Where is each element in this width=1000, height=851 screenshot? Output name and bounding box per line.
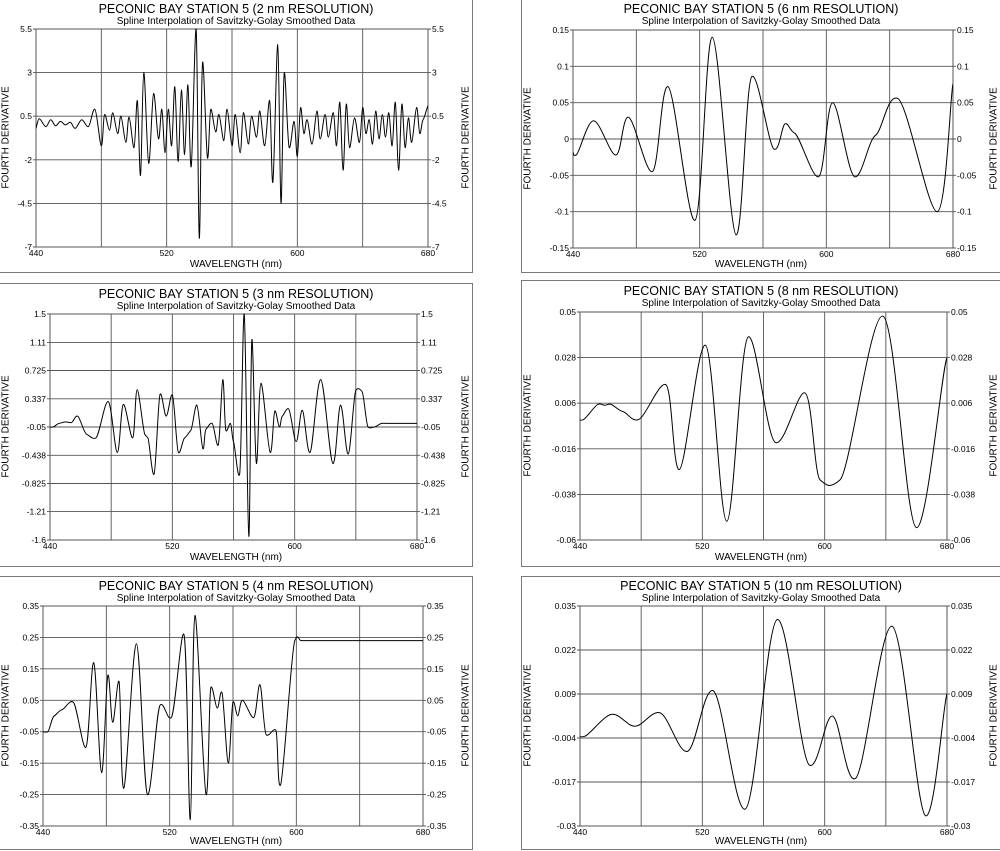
chart-subtitle: Spline Interpolation of Savitzky-Golay Smoothed Data — [641, 16, 881, 27]
y-tick-label-right: -4.5 — [432, 198, 447, 209]
y-axis-label-left: FOURTH DERIVATIVE — [522, 664, 534, 767]
y-tick-label-right: -0.05 — [957, 170, 977, 181]
x-tick-label: 440 — [35, 827, 51, 837]
y-tick-label-left: -0.05 — [26, 422, 46, 432]
chart-panel-10nm — [521, 576, 1000, 850]
y-tick-label-right: -0.017 — [951, 777, 976, 787]
y-tick-label-right: 0 — [957, 134, 962, 144]
x-tick-label: 680 — [409, 541, 425, 551]
y-axis-label-left: FOURTH DERIVATIVE — [522, 87, 534, 190]
x-tick-label: 440 — [572, 827, 588, 837]
y-tick-label-left: 0.725 — [24, 365, 46, 376]
plot-area — [522, 577, 1000, 851]
chart-title: PECONIC BAY STATION 5 (2 nm RESOLUTION) — [98, 2, 374, 16]
chart-subtitle: Spline Interpolation of Savitzky-Golay Smoothed Data — [116, 301, 356, 312]
y-tick-label-left: -7 — [24, 242, 32, 252]
x-tick-label: 600 — [819, 249, 834, 259]
x-tick-label: 520 — [162, 827, 177, 837]
y-axis-label-left: FOURTH DERIVATIVE — [0, 375, 12, 478]
x-axis-label: WAVELENGTH (nm) — [189, 259, 283, 270]
x-axis-label: WAVELENGTH (nm) — [714, 836, 808, 847]
y-tick-label-left: 0.05 — [22, 695, 39, 706]
chart-title: PECONIC BAY STATION 5 (6 nm RESOLUTION) — [623, 2, 899, 16]
y-tick-label-right: 0.006 — [951, 398, 973, 409]
y-tick-label-left: 0.25 — [22, 632, 39, 643]
y-tick-label-right: 1.5 — [421, 309, 433, 319]
x-tick-label: 680 — [945, 249, 961, 259]
y-tick-label-right: -7 — [432, 242, 440, 252]
y-tick-label-right: -0.06 — [951, 535, 971, 545]
y-tick-label-right: 0.337 — [421, 393, 443, 404]
y-tick-label-right: 0.15 — [427, 663, 444, 674]
y-tick-label-right: 0.05 — [951, 307, 968, 317]
x-tick-label: 520 — [165, 541, 180, 551]
x-tick-label: 600 — [289, 827, 304, 837]
y-tick-label-right: -0.25 — [427, 789, 447, 800]
y-tick-label-left: -0.06 — [556, 535, 576, 545]
x-axis-label: WAVELENGTH (nm) — [714, 552, 808, 563]
chart-panel-6nm — [521, 0, 1000, 273]
chart-panel-4nm — [0, 576, 473, 850]
y-tick-label-right: -0.004 — [951, 733, 976, 743]
y-tick-label-right: 3 — [432, 67, 437, 78]
y-tick-label-right: -0.825 — [421, 478, 446, 489]
y-tick-label-left: 0.022 — [554, 645, 576, 655]
x-axis-label: WAVELENGTH (nm) — [714, 259, 808, 270]
y-tick-label-left: 0.05 — [559, 307, 576, 317]
chart-subtitle: Spline Interpolation of Savitzky-Golay Smoothed Data — [116, 593, 356, 604]
y-tick-label-left: -0.35 — [19, 821, 39, 831]
x-tick-label: 440 — [28, 248, 44, 258]
chart-subtitle: Spline Interpolation of Savitzky-Golay Smoothed Data — [116, 16, 356, 27]
y-tick-label-left: -0.017 — [551, 777, 576, 787]
y-tick-label-right: 0.25 — [427, 632, 444, 643]
y-tick-label-right: -0.05 — [427, 726, 447, 737]
y-tick-label-left: -0.05 — [549, 170, 569, 181]
y-tick-label-left: 0.15 — [552, 25, 569, 35]
y-tick-label-left: -4.5 — [17, 198, 32, 209]
y-tick-label-left: -0.038 — [551, 489, 576, 500]
y-tick-label-left: -0.438 — [21, 450, 46, 461]
y-tick-label-left: 0.028 — [554, 352, 576, 363]
y-tick-label-left: -0.004 — [551, 733, 576, 743]
y-tick-label-left: 1.11 — [30, 337, 46, 348]
y-tick-label-left: 0.009 — [554, 689, 576, 699]
y-tick-label-right: -1.21 — [421, 506, 441, 517]
y-tick-label-right: -0.438 — [421, 450, 446, 461]
y-tick-label-right: -0.15 — [427, 758, 447, 769]
y-tick-label-left: -2 — [24, 154, 32, 165]
x-tick-label: 680 — [420, 248, 436, 258]
x-axis-label: WAVELENGTH (nm) — [189, 836, 283, 847]
x-tick-label: 680 — [939, 541, 955, 551]
chart-title: PECONIC BAY STATION 5 (4 nm RESOLUTION) — [98, 579, 374, 593]
y-tick-label-right: -0.15 — [957, 243, 977, 253]
x-tick-label: 440 — [42, 541, 58, 551]
y-tick-label-right: 0.15 — [957, 25, 974, 35]
x-tick-label: 600 — [817, 541, 832, 551]
y-tick-label-right: -0.03 — [951, 821, 971, 831]
y-tick-label-right: -0.05 — [421, 422, 441, 432]
x-tick-label: 520 — [692, 249, 707, 259]
y-tick-label-left: 0.1 — [557, 61, 569, 72]
y-tick-label-left: -0.15 — [19, 758, 39, 769]
y-tick-label-left: 0 — [564, 134, 569, 144]
x-tick-label: 680 — [415, 827, 431, 837]
chart-title: PECONIC BAY STATION 5 (3 nm RESOLUTION) — [98, 287, 374, 301]
chart-subtitle: Spline Interpolation of Savitzky-Golay Smoothed Data — [641, 593, 881, 604]
y-tick-label-right: 0.022 — [951, 645, 973, 655]
chart-panel-3nm — [0, 283, 473, 567]
chart-title: PECONIC BAY STATION 5 (8 nm RESOLUTION) — [623, 284, 899, 298]
y-tick-label-right: 0.5 — [432, 111, 444, 122]
y-tick-label-left: 0.337 — [24, 393, 46, 404]
y-tick-label-right: 0.028 — [951, 352, 973, 363]
y-tick-label-right: -0.016 — [951, 443, 976, 454]
y-tick-label-left: -0.05 — [19, 726, 39, 737]
y-tick-label-left: 0.15 — [22, 663, 39, 674]
y-tick-label-left: -0.03 — [556, 821, 576, 831]
y-axis-label-right: FOURTH DERIVATIVE — [988, 87, 1000, 190]
plot-area — [0, 284, 474, 568]
y-tick-label-left: 0.006 — [554, 398, 576, 409]
y-tick-label-left: -0.825 — [21, 478, 46, 489]
y-axis-label-right: FOURTH DERIVATIVE — [460, 375, 472, 478]
y-tick-label-right: -1.6 — [421, 535, 436, 545]
y-tick-label-right: -0.038 — [951, 489, 976, 500]
y-tick-label-left: 0.035 — [554, 601, 576, 611]
x-tick-label: 520 — [695, 827, 710, 837]
y-axis-label-right: FOURTH DERIVATIVE — [460, 86, 472, 189]
y-axis-label-left: FOURTH DERIVATIVE — [0, 86, 12, 189]
y-axis-label-right: FOURTH DERIVATIVE — [988, 664, 1000, 767]
y-tick-label-left: -1.21 — [26, 506, 46, 517]
y-tick-label-right: 0.009 — [951, 689, 973, 699]
y-tick-label-left: -0.1 — [554, 206, 569, 217]
x-axis-label: WAVELENGTH (nm) — [189, 552, 283, 563]
y-tick-label-left: 0.05 — [552, 97, 569, 108]
y-tick-label-left: -0.15 — [549, 243, 569, 253]
y-tick-label-right: 0.05 — [957, 97, 974, 108]
x-tick-label: 440 — [565, 249, 581, 259]
chart-panel-8nm — [521, 280, 1000, 567]
chart-title: PECONIC BAY STATION 5 (10 nm RESOLUTION) — [620, 579, 902, 593]
y-axis-label-left: FOURTH DERIVATIVE — [0, 664, 12, 767]
y-tick-label-left: -0.25 — [19, 789, 39, 800]
y-axis-label-right: FOURTH DERIVATIVE — [460, 664, 472, 767]
plot-area — [0, 0, 474, 274]
y-tick-label-right: 0.1 — [957, 61, 969, 72]
y-tick-label-left: 0.5 — [20, 111, 32, 122]
y-axis-label-left: FOURTH DERIVATIVE — [522, 374, 534, 477]
y-axis-label-right: FOURTH DERIVATIVE — [988, 374, 1000, 477]
plot-area — [522, 281, 1000, 568]
x-tick-label: 600 — [287, 541, 302, 551]
x-tick-label: 520 — [159, 248, 174, 258]
y-tick-label-right: 0.035 — [951, 601, 973, 611]
x-tick-label: 520 — [695, 541, 710, 551]
y-tick-label-left: 1.5 — [34, 309, 46, 319]
y-tick-label-left: 3 — [27, 67, 32, 78]
x-tick-label: 600 — [817, 827, 832, 837]
y-tick-label-right: 0.725 — [421, 365, 443, 376]
y-tick-label-left: -1.6 — [31, 535, 46, 545]
y-tick-label-right: 5.5 — [432, 24, 444, 34]
y-tick-label-right: 1.11 — [421, 337, 437, 348]
y-tick-label-right: 0.05 — [427, 695, 444, 706]
y-tick-label-left: -0.016 — [551, 443, 576, 454]
x-tick-label: 440 — [572, 541, 588, 551]
y-tick-label-right: -0.1 — [957, 206, 972, 217]
plot-area — [522, 0, 1000, 274]
plot-area — [0, 577, 474, 851]
chart-panel-2nm — [0, 0, 473, 273]
y-tick-label-left: 5.5 — [20, 24, 32, 34]
y-tick-label-right: -2 — [432, 154, 440, 165]
x-tick-label: 600 — [290, 248, 305, 258]
x-tick-label: 680 — [939, 827, 955, 837]
y-tick-label-right: 0.35 — [427, 601, 444, 611]
y-tick-label-right: -0.35 — [427, 821, 447, 831]
y-tick-label-left: 0.35 — [22, 601, 39, 611]
chart-subtitle: Spline Interpolation of Savitzky-Golay Smoothed Data — [641, 298, 881, 309]
